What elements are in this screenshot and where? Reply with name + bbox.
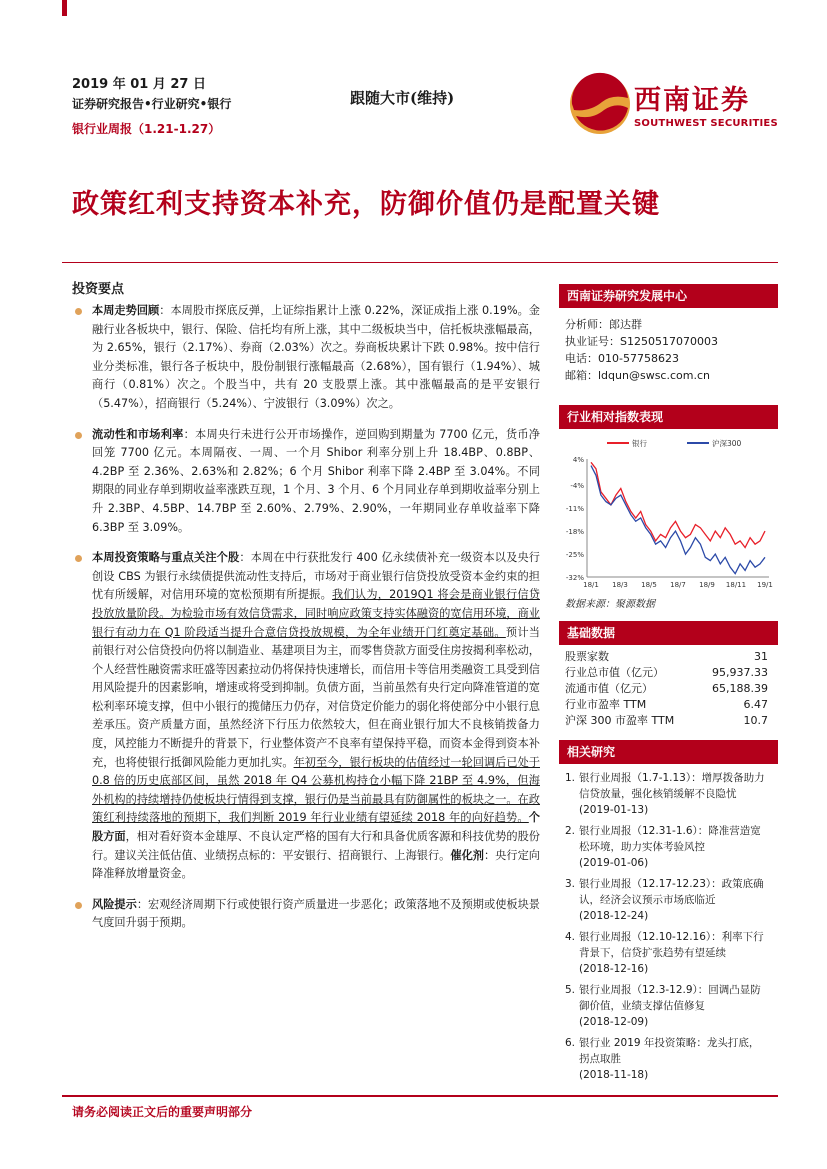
bullet-dot-icon: [75, 555, 82, 562]
bullet-underlined-text: 我们认为，2019Q1 将会是商业银行信贷投放放量阶段。为检验市场有效信贷需求，同时响应政策支持实体融资的宽信用环境，商业银行有动力在 Q1 阶段适当提升合意信贷投放规模，为全年业绩开门红奠定基础。: [92, 588, 540, 639]
related-date: (2019-01-06): [579, 857, 649, 869]
footer-divider: [62, 1095, 778, 1097]
related-title-line: 银行业周报（12.17-12.23）：政策底确: [579, 878, 764, 890]
bullet-text: ：本周央行未进行公开市场操作，逆回购到期量为 7700 亿元，货币净回笼 7700 亿元。本周隔夜、一周、一个月 Shibor 利率分别上升 18.4BP、0.8BP、4.2BP 至 2.36%、2.63%和 2.82%；6 个月 Shibor 利率下降 2.4BP 至 3.04%。不同期限的同业存单到期收益率涨跌互现，1 个月、3 个月、6 个月同业存单到期收益率分别上升 2.3BP、4.5BP、14.7BP 至 2.60%、2.79%、2.90%，一年期同业存单收益率下降 6.3BP 至 3.09%。: [92, 427, 540, 534]
y-tick-label: -11%: [565, 505, 584, 514]
report-category: 证券研究报告•行业研究•银行: [72, 97, 232, 111]
related-number: 4.: [565, 931, 576, 943]
analyst-phone: 电话：010-57758623: [565, 352, 679, 365]
title-divider: [62, 262, 778, 263]
logo-chinese: 西南证券: [634, 85, 750, 116]
x-tick-label: 18/7: [670, 581, 686, 589]
bullet-lead: 本周走势回顾: [92, 304, 160, 317]
chart-title: 行业相对指数表现: [559, 405, 778, 429]
chart-source: 数据来源：聚源数据: [565, 599, 655, 610]
basic-data-row: [559, 681, 778, 697]
basic-data-value: 6.47: [743, 698, 768, 711]
top-accent-bar: [62, 0, 67, 16]
bullet-dot-icon: [75, 308, 82, 315]
analyst-license: 执业证号：S1250517070003: [565, 335, 718, 348]
basic-data-value: 65,188.39: [712, 682, 768, 695]
related-date: (2019-01-13): [579, 804, 649, 816]
basic-data-key: 股票家数: [565, 650, 609, 663]
bullet-text: ：本周股市探底反弹，上证综指累计上涨 0.22%，深证成指上涨 0.19%。金融行业各板块中，银行、保险、信托均有所上涨，其中二级板块当中，信托板块涨幅最高，为 2.65%，银行（2.17%）、券商（2.03%）次之。券商板块累计下跌 0.98%。按中信行业分类标准，银行各子板块中，股份制银行涨幅最高（2.68%），国有银行（1.94%）、城商行（0.81%）次之。个股当中，共有 20 支股票上涨。其中涨幅最高的是平安银行（5.47%），招商银行（5.24%）、宁波银行（3.09%）次之。: [92, 304, 540, 410]
related-date: (2018-12-24): [579, 910, 649, 922]
related-number: 6.: [565, 1037, 576, 1049]
related-title-line: 银行业周报（1.7-1.13）：增厚拨备助力: [579, 772, 765, 784]
related-title-line: 银行业周报（12.10-12.16）：利率下行: [579, 931, 764, 943]
related-item[interactable]: [559, 1035, 778, 1083]
page-title: 政策红利支持资本补充，防御价值仍是配置关键: [72, 189, 660, 220]
related-date: (2018-12-09): [579, 1016, 649, 1028]
related-title-line: 银行业周报（12.3-12.9）：回调凸显防: [579, 984, 761, 996]
bullet-lead: 风险提示: [92, 897, 137, 911]
basic-data-value: 10.7: [743, 714, 768, 727]
y-tick-label: 4%: [572, 456, 584, 464]
x-tick-label: 18/11: [725, 581, 747, 589]
bullet-risk: [72, 896, 540, 933]
legend-label: 沪深300: [712, 439, 742, 448]
basic-data-title: 基础数据: [559, 621, 778, 645]
related-date: (2018-11-18): [579, 1069, 649, 1081]
key-points: [72, 302, 540, 945]
bullet-text: ，相对看好资本金雄厚、不良认定严格的国有大行和具备优质客源和科技优势的股份行。建议关注低估值、业绩拐点标的：平安银行、招商银行、上海银行。: [92, 830, 540, 862]
related-title-line: 松环境，助力实体考验风控: [579, 841, 705, 853]
bullet-dot-icon: [75, 432, 82, 439]
y-tick-label: -32%: [565, 574, 584, 582]
basic-data-value: 95,937.33: [712, 666, 768, 679]
related-item[interactable]: [559, 823, 778, 871]
footer-disclaimer: 请务必阅读正文后的重要声明部分: [72, 1105, 253, 1119]
basic-data-value: 31: [754, 650, 768, 663]
y-tick-label: -18%: [565, 528, 584, 537]
bullet-weekly-review: [72, 302, 540, 414]
bullet-text: ：本周在中行获批发行 400 亿永续债补充一级资本以及央行创设 CBS 为银行永续债提供流动性支持后，市场对于商业银行信贷投放受资本金约束的担忧有所缓解，对信用环境的宽松预期有所提振。: [92, 551, 540, 602]
basic-data-table: [559, 645, 778, 729]
bullet-lead: 本周投资策略与重点关注个股: [92, 551, 240, 565]
related-item[interactable]: [559, 982, 778, 1030]
related-number: 2.: [565, 825, 576, 837]
bullet-lead: 个股方面: [92, 811, 540, 844]
sidebar-related: [559, 740, 778, 1088]
basic-data-key: 流通市值（亿元）: [565, 682, 653, 695]
industry-rating: 跟随大市(维持): [350, 89, 455, 107]
x-tick-label: 18/3: [612, 581, 628, 589]
report-date: 2019 年 01 月 27 日: [72, 77, 206, 92]
related-title-line: 拐点取胜: [579, 1053, 621, 1065]
relative-index-chart: [559, 429, 778, 591]
related-title: 相关研究: [559, 740, 778, 764]
basic-data-key: 行业市盈率 TTM: [565, 698, 647, 711]
bullet-text: ：宏观经济周期下行或使银行资产质量进一步恶化；政策落地不及预期或使板块景气度回升弱于预期。: [92, 897, 540, 930]
bullet-text: ：央行定向降准释放增量资金。: [92, 848, 540, 881]
related-number: 1.: [565, 772, 576, 784]
related-item[interactable]: [559, 770, 778, 818]
report-series: 银行业周报（1.21-1.27）: [72, 122, 221, 136]
related-title-line: 银行业周报（12.31-1.6）：降准营造宽: [579, 825, 761, 837]
legend-label: 银行: [632, 439, 647, 448]
analyst-name: 分析师：郎达群: [565, 318, 642, 331]
related-title-line: 认，经济会议预示市场底临近: [579, 894, 716, 906]
logo-english: SOUTHWEST SECURITIES: [634, 118, 778, 129]
bullet-strategy: [72, 549, 540, 884]
bullet-dot-icon: [75, 902, 82, 909]
basic-data-key: 沪深 300 市盈率 TTM: [565, 714, 675, 727]
sidebar-basic-data: [559, 621, 778, 729]
related-item[interactable]: [559, 929, 778, 977]
related-title-line: 信贷放量，强化核销缓解不良隐忧: [579, 788, 737, 800]
bullet-underlined-text: 年初至今，银行板块的估值经过一轮回调后已处于 0.8 倍的历史底部区间，虽然 2018 年 Q4 公募机构持仓小幅下降 21BP 至 4.9%，但海外机构的持续增持仍使板块行情得到支撑，银行仍是当前最具有防御属性的板块之一。在政策红利持续落地的预期下，我们判断 2019 年行业业绩有望延续 2018 年的向好趋势。: [92, 755, 540, 825]
basic-data-key: 行业总市值（亿元）: [565, 666, 664, 679]
analyst-email[interactable]: 邮箱：ldqun@swsc.com.cn: [565, 369, 710, 382]
related-title-line: 御价值，业绩支撑估值修复: [579, 1000, 705, 1012]
sidebar-analyst: [559, 284, 778, 384]
bullet-liquidity: [72, 426, 540, 538]
bullet-text: 预计当前银行对公信贷投向仍将以制造业、基建项目为主，而零售贷款方面受住房按揭利率松动，个人经营性融资需求旺盛等因素拉动仍将保持快速增长，而信用卡等信用类融资工具受到信用风险提升的因素影响，增速或将受到抑制。负债方面，当前虽然有央行定向降准管道的宽松利率环境支撑，但中小银行的揽储压力仍存，对信贷定价能力的弱化将使部分中小银行息差承压。资产质量方面，虽然经济下行压力依然较大，但在商业银行加大不良核销拨备力度，风控能力不断提升的背景下，行业整体资产不良率有望保持平稳，而资本金得到资本补充，也将使银行抵御风险能力更加扎实。: [92, 625, 540, 769]
x-tick-label: 18/9: [699, 581, 715, 589]
company-logo-icon: [568, 72, 632, 136]
y-tick-label: -25%: [565, 551, 584, 560]
sidebar-chart: [559, 405, 778, 610]
bullet-lead: 流动性和市场利率: [92, 427, 184, 441]
bullet-lead: 催化剂: [450, 848, 484, 862]
basic-data-row: [559, 649, 778, 665]
basic-data-row: [559, 713, 778, 729]
basic-data-row: [559, 665, 778, 681]
related-item[interactable]: [559, 876, 778, 924]
x-tick-label: 18/1: [583, 581, 599, 589]
related-list: [559, 764, 778, 1083]
related-number: 5.: [565, 984, 576, 996]
series-line: [591, 466, 765, 574]
x-tick-label: 19/1: [757, 581, 773, 589]
related-number: 3.: [565, 878, 576, 890]
basic-data-row: [559, 697, 778, 713]
related-date: (2018-12-16): [579, 963, 649, 975]
related-title-line: 银行业 2019 年投资策略：龙头打底，: [579, 1037, 760, 1049]
sidebar-center-title: 西南证券研究发展中心: [559, 284, 778, 308]
section-title: 投资要点: [72, 282, 125, 297]
related-title-line: 背景下，信贷扩张趋势有望延续: [579, 947, 726, 959]
y-tick-label: -4%: [570, 482, 584, 491]
x-tick-label: 18/5: [641, 581, 657, 589]
